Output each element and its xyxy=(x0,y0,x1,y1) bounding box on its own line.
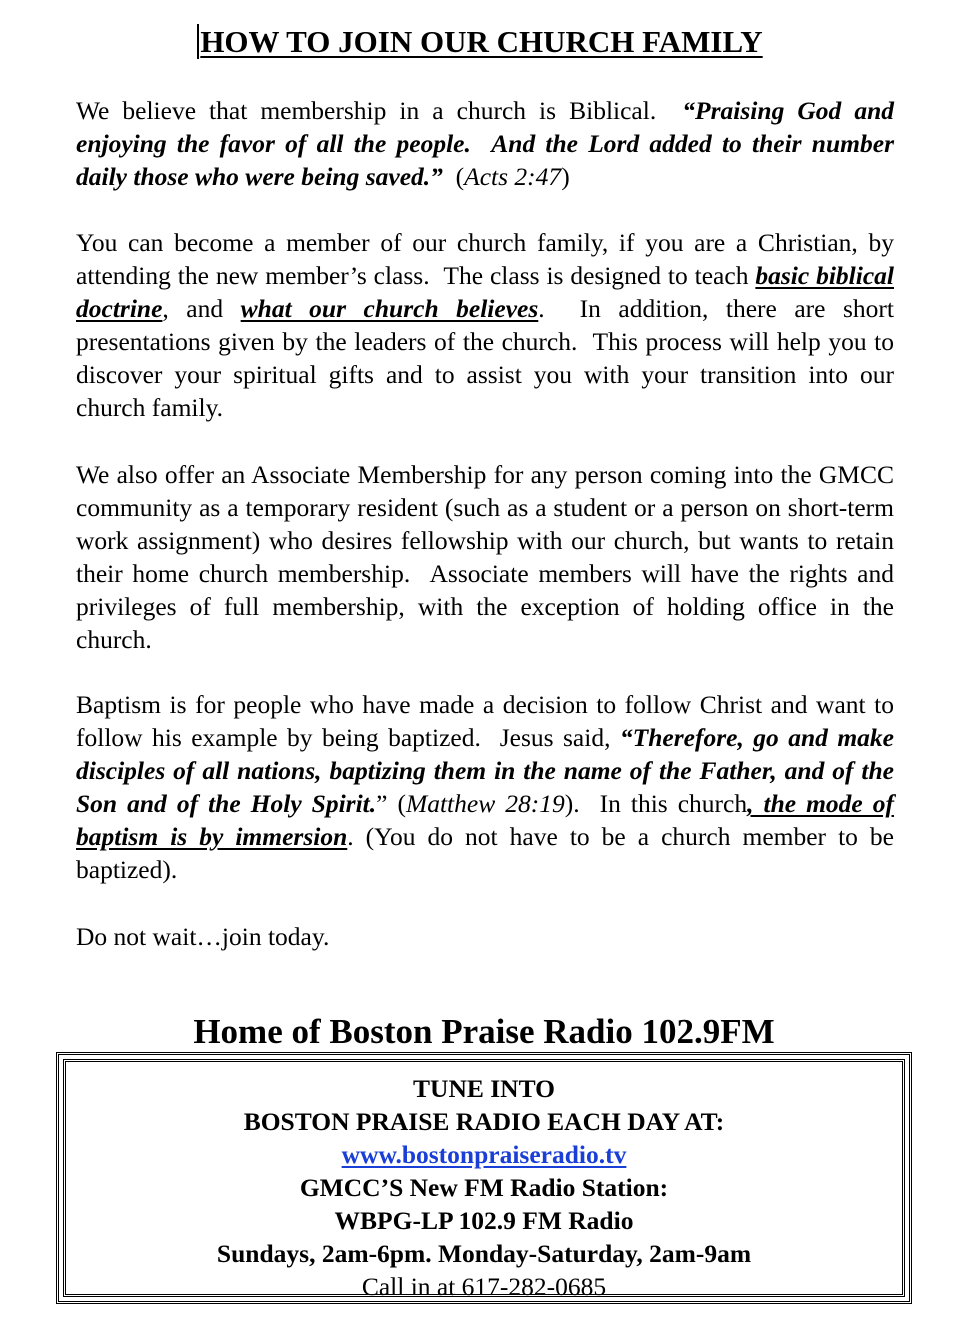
radio-website-link[interactable]: www.bostonpraiseradio.tv xyxy=(341,1140,627,1169)
page-title-text: HOW TO JOIN OUR CHURCH FAMILY xyxy=(197,24,762,59)
radio-info-box xyxy=(56,1052,912,1304)
station-intro-line: GMCC’S New FM Radio Station: xyxy=(299,1173,669,1202)
basic-doctrine-emphasis: basic biblical doctrine xyxy=(76,261,895,323)
immersion-emphasis: , the mode of baptism is by immersion xyxy=(76,789,894,851)
boston-praise-radio-line: BOSTON PRAISE RADIO EACH DAY AT: xyxy=(243,1107,725,1136)
baptism-text-a: Baptism is for people who have made a decision to follow Christ and want to follow his example by being baptized. Jesus said, xyxy=(76,690,894,752)
acts-ref-open: ( xyxy=(442,162,465,191)
baptism-text-c: . (You do not have to be a church member to be baptized). xyxy=(76,822,894,884)
membership-paragraph xyxy=(76,94,894,193)
acts-reference: Acts 2:47 xyxy=(464,162,562,191)
matthew-reference: Matthew 28:19 xyxy=(405,789,565,818)
closing-paragraph xyxy=(76,920,894,953)
acts-quote: “Praising God and enjoying the favor of all the people. And the Lord added to their number daily those who were being saved.” xyxy=(76,96,894,191)
acts-ref-close: ) xyxy=(561,162,570,191)
matthew-quote: “Therefore, go and make disciples of all nations, baptizing them in the name of the Father, and of the Son and of the Holy Spirit. xyxy=(76,723,894,818)
page-title xyxy=(0,24,960,60)
associate-membership-paragraph xyxy=(76,458,894,656)
baptism-text-b: ). In this church xyxy=(564,789,748,818)
radio-heading: Home of Boston Praise Radio 102.9FM xyxy=(193,1012,775,1051)
class-text-b: , and xyxy=(162,294,241,323)
broadcast-schedule-line: Sundays, 2am-6pm. Monday-Saturday, 2am-9am xyxy=(216,1239,752,1268)
class-text-a: You can become a member of our church family, if you are a Christian, by attending the new member’s class. The class is designed to teach xyxy=(76,228,894,290)
matthew-quote-close: ” ( xyxy=(376,789,406,818)
new-member-class-paragraph xyxy=(76,226,894,424)
associate-text: We also offer an Associate Membership for any person coming into the GMCC community as a temporary resident (such as a student or a person on short-term work assignment) who desires fellowship with our church, but wants to retain their home church membership. Associate members will have the rights and privileges of full membership, with the exception of holding office in the church. xyxy=(76,460,894,654)
closing-text: Do not wait…join today. xyxy=(76,922,330,951)
tune-into-line: TUNE INTO xyxy=(413,1074,555,1103)
radio-info-box-inner xyxy=(63,1059,905,1301)
membership-intro: We believe that membership in a church is Biblical. xyxy=(76,96,683,125)
call-in-line: Call in at 617-282-0685 xyxy=(361,1272,607,1301)
station-call-sign-line: WBPG-LP 102.9 FM Radio xyxy=(334,1206,634,1235)
baptism-paragraph xyxy=(76,688,894,886)
class-text-c: . In addition, there are short presentations given by the leaders of the church. This process will help you to discover your spiritual gifts and to assist you with your transition into our church family. xyxy=(76,294,894,422)
church-beliefs-emphasis: what our church believes xyxy=(240,294,539,323)
